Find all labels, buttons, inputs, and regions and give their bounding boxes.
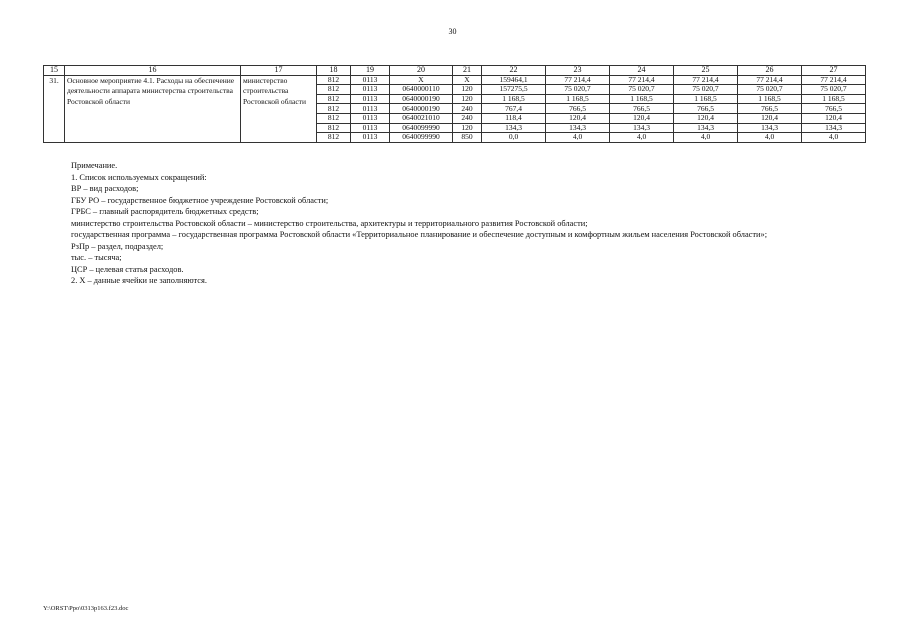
- table-cell: 159464,1: [482, 75, 546, 85]
- table-cell: 134,3: [674, 123, 738, 133]
- table-cell: 0,0: [482, 133, 546, 143]
- header-cell: 23: [546, 66, 610, 76]
- table-cell: 120,4: [802, 113, 866, 123]
- table-cell: 134,3: [482, 123, 546, 133]
- table-cell: 1 168,5: [482, 94, 546, 104]
- table-cell: 0113: [351, 113, 390, 123]
- table-cell: 0113: [351, 133, 390, 143]
- header-cell: 22: [482, 66, 546, 76]
- table-cell: 0113: [351, 85, 390, 95]
- table-cell: 120: [453, 94, 482, 104]
- table-cell: 134,3: [610, 123, 674, 133]
- table-cell: 75 020,7: [674, 85, 738, 95]
- table-cell: 134,3: [738, 123, 802, 133]
- header-cell: 19: [351, 66, 390, 76]
- table-cell: 0640000190: [390, 94, 453, 104]
- table-cell: 77 214,4: [610, 75, 674, 85]
- abbr-rzpr: РзПр – раздел, подраздел;: [71, 241, 164, 251]
- table-cell: 1 168,5: [802, 94, 866, 104]
- table-cell: 134,3: [802, 123, 866, 133]
- table-cell: 812: [317, 75, 351, 85]
- footer-file-path: Y:\ORST\Ppo\0313p163.f23.doc: [43, 605, 129, 612]
- table-cell: 850: [453, 133, 482, 143]
- table-cell: 77 214,4: [802, 75, 866, 85]
- header-cell: 25: [674, 66, 738, 76]
- header-cell: 24: [610, 66, 674, 76]
- table-cell: 0640000190: [390, 104, 453, 114]
- table-cell: 812: [317, 113, 351, 123]
- abbr-program: государственная программа – государственная программа Ростовской области «Территориальное планирование и обеспечение доступным и комфортным жильем населения Ростовской области»;: [71, 230, 768, 239]
- table-cell: 766,5: [610, 104, 674, 114]
- table-cell: 120,4: [674, 113, 738, 123]
- description-cell: Основное мероприятие 4.1. Расходы на обеспечение деятельности аппарата министерства строительства Ростовской области: [65, 75, 241, 142]
- table-cell: 4,0: [738, 133, 802, 143]
- budget-table: [43, 65, 866, 143]
- table-cell: 75 020,7: [546, 85, 610, 95]
- header-cell: 18: [317, 66, 351, 76]
- table-cell: 4,0: [802, 133, 866, 143]
- header-cell: 15: [44, 66, 65, 76]
- table-cell: 118,4: [482, 113, 546, 123]
- table-cell: 767,4: [482, 104, 546, 114]
- abbr-vr: ВР – вид расходов;: [71, 184, 139, 193]
- table-cell: 766,5: [674, 104, 738, 114]
- table-cell: 4,0: [546, 133, 610, 143]
- table-cell: 77 214,4: [546, 75, 610, 85]
- table-header-row: [44, 66, 866, 76]
- table-cell: 812: [317, 94, 351, 104]
- table-cell: 766,5: [546, 104, 610, 114]
- table-cell: 75 020,7: [738, 85, 802, 95]
- table-cell: 0640021010: [390, 113, 453, 123]
- table-cell: 77 214,4: [674, 75, 738, 85]
- table-cell: 120: [453, 85, 482, 95]
- abbr-csr: ЦСР – целевая статья расходов.: [71, 264, 184, 274]
- table-cell: 157275,5: [482, 85, 546, 95]
- table-cell: 812: [317, 85, 351, 95]
- notes-item-1: 1. Список используемых сокращений:: [71, 172, 207, 182]
- table-cell: 766,5: [738, 104, 802, 114]
- table-cell: 75 020,7: [610, 85, 674, 95]
- executor-cell: министерство строительства Ростовской области: [241, 75, 317, 142]
- notes-section: [43, 160, 865, 287]
- abbr-thous: тыс. – тысяча;: [71, 253, 122, 262]
- header-cell: 26: [738, 66, 802, 76]
- header-cell: 16: [65, 66, 241, 76]
- table-cell: 0113: [351, 104, 390, 114]
- table-cell: 812: [317, 104, 351, 114]
- header-cell: 20: [390, 66, 453, 76]
- table-cell: 0113: [351, 123, 390, 133]
- page-number: 30: [448, 27, 457, 36]
- table-cell: 240: [453, 113, 482, 123]
- abbr-gbu: ГБУ РО – государственное бюджетное учреждение Ростовской области;: [71, 195, 329, 205]
- table-cell: 1 168,5: [610, 94, 674, 104]
- table-cell: 1 168,5: [738, 94, 802, 104]
- table-row: [44, 75, 866, 85]
- header-cell: 17: [241, 66, 317, 76]
- abbr-ministry: министерство строительства Ростовской области – министерство строительства, архитектуры и территориального развития Ростовской области;: [71, 218, 588, 228]
- table-cell: 75 020,7: [802, 85, 866, 95]
- table-cell: 0640000110: [390, 85, 453, 95]
- row-number-cell: 31.: [44, 75, 65, 142]
- table-cell: 77 214,4: [738, 75, 802, 85]
- table-cell: 120,4: [738, 113, 802, 123]
- notes-item-2: 2. Х – данные ячейки не заполняются.: [71, 276, 207, 285]
- table-cell: 812: [317, 123, 351, 133]
- table-cell: 0640099990: [390, 133, 453, 143]
- table-cell: 0640099990: [390, 123, 453, 133]
- table-cell: 0113: [351, 94, 390, 104]
- table-cell: 240: [453, 104, 482, 114]
- notes-title: Примечание.: [71, 161, 118, 170]
- table-cell: 4,0: [674, 133, 738, 143]
- header-cell: 27: [802, 66, 866, 76]
- abbr-grbs: ГРБС – главный распорядитель бюджетных средств;: [71, 207, 259, 216]
- table-cell: 0113: [351, 75, 390, 85]
- table-cell: 812: [317, 133, 351, 143]
- table-cell: 120,4: [610, 113, 674, 123]
- table-cell: 4,0: [610, 133, 674, 143]
- table-cell: 1 168,5: [674, 94, 738, 104]
- table-cell: 120: [453, 123, 482, 133]
- table-cell: 134,3: [546, 123, 610, 133]
- table-cell: Х: [390, 75, 453, 85]
- table-cell: Х: [453, 75, 482, 85]
- table-cell: 766,5: [802, 104, 866, 114]
- header-cell: 21: [453, 66, 482, 76]
- table-cell: 120,4: [546, 113, 610, 123]
- table-cell: 1 168,5: [546, 94, 610, 104]
